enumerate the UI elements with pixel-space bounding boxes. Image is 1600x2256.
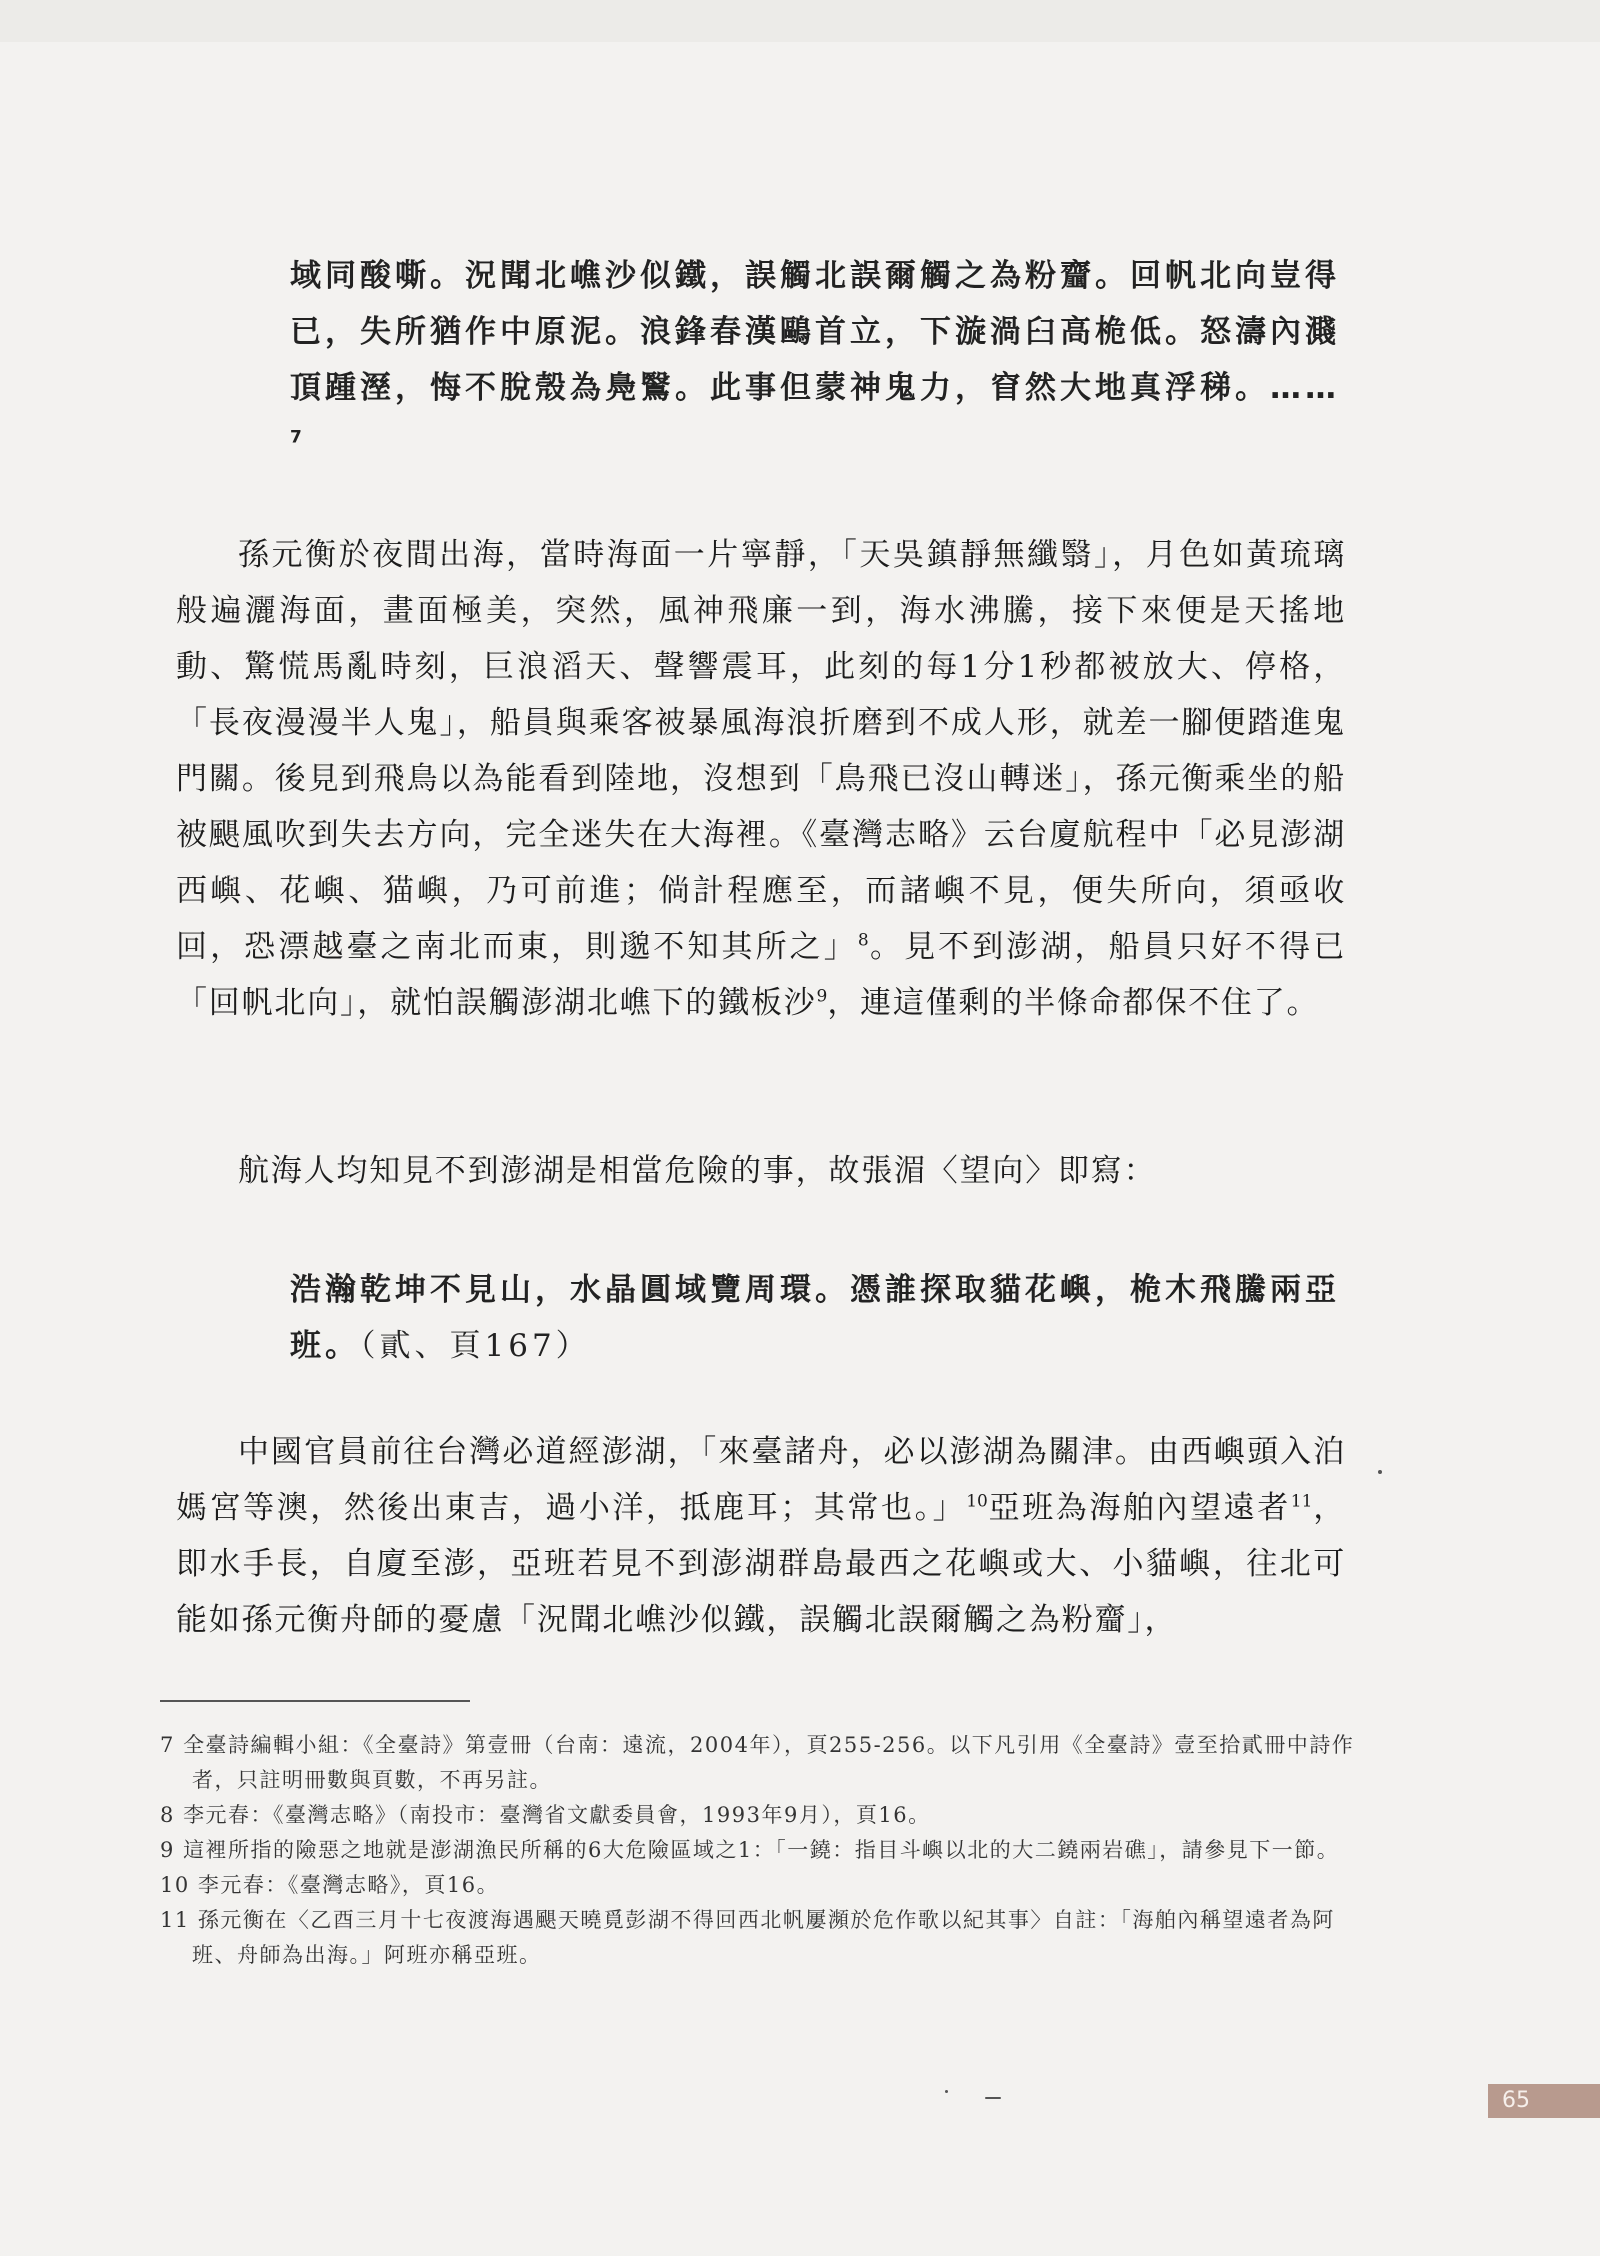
footnote-9 bbox=[160, 1833, 1360, 1868]
scan-speck bbox=[1378, 1470, 1382, 1474]
footnote-text: 李元春：《臺灣志略》（南投市：臺灣省文獻委員會，1993年9月），頁16。 bbox=[183, 1803, 931, 1827]
footnote-ref-8[interactable]: 8 bbox=[857, 930, 869, 951]
paragraph-3-text-b: 亞班為海舶內望遠者 bbox=[987, 1490, 1291, 1526]
paragraph-2-text: 航海人均知見不到澎湖是相當危險的事，故張湄〈望向〉即寫： bbox=[238, 1153, 1157, 1189]
poem-quote-1-text: 域同酸嘶。況聞北嶕沙似鐵，誤觸北誤爾觸之為粉齏。回帆北向豈得已，失所猶作中原泥。浪鋒春漢鷗首立，下漩渦臼高桅低。怒濤內濺頂踵溼，悔不脫殼為鳧鷖。此事但蒙神鬼力，窅然大地真浮稊。…… bbox=[290, 258, 1340, 406]
footnote-divider bbox=[160, 1700, 470, 1702]
footnote-number: 7 bbox=[160, 1733, 175, 1757]
paragraph-1 bbox=[176, 527, 1346, 1031]
footnote-11 bbox=[160, 1903, 1360, 1973]
paragraph-1-text-c: ，連這僅剩的半條命都保不住了。 bbox=[827, 985, 1320, 1021]
paragraph-3-text-a: 中國官員前往台灣必道經澎湖，「來臺諸舟，必以澎湖為關津。由西嶼頭入泊媽宮等澳，然後出東吉，過小洋，抵鹿耳；其常也。」 bbox=[176, 1434, 1346, 1526]
footnote-number: 11 bbox=[160, 1908, 190, 1932]
paragraph-3-text-c: ，即水手長，自廈至澎，亞班若見不到澎湖群島最西之花嶼或大、小貓嶼，往北可能如孫元衡舟師的憂慮「況聞北嶕沙似鐵，誤觸北誤爾觸之為粉齏」， bbox=[176, 1490, 1346, 1638]
footnote-text: 這裡所指的險惡之地就是澎湖漁民所稱的6大危險區域之1：「一鐃：指目斗嶼以北的大二鐃兩岩礁」，請參見下一節。 bbox=[183, 1838, 1340, 1862]
footnote-number: 10 bbox=[160, 1873, 190, 1897]
paragraph-3 bbox=[176, 1424, 1346, 1648]
footnote-ref-7[interactable]: 7 bbox=[290, 427, 302, 448]
footnote-text: 李元春：《臺灣志略》，頁16。 bbox=[197, 1873, 500, 1897]
footnotes bbox=[160, 1728, 1360, 1973]
footnote-text: 孫元衡在〈乙酉三月十七夜渡海遇颶天曉覓彭湖不得回西北帆屢瀕於危作歌以紀其事〉自註：「海舶內稱望遠者為阿班、舟師為出海。」阿班亦稱亞班。 bbox=[192, 1908, 1335, 1967]
footnote-number: 9 bbox=[160, 1838, 175, 1862]
footnote-8 bbox=[160, 1798, 1360, 1833]
page-number: 65 bbox=[1488, 2084, 1600, 2118]
footnote-number: 8 bbox=[160, 1803, 175, 1827]
footnote-10 bbox=[160, 1868, 1360, 1903]
footnote-text: 全臺詩編輯小組：《全臺詩》第壹冊（台南：遠流，2004年），頁255-256。以下凡引用《全臺詩》壹至拾貳冊中詩作者，只註明冊數與頁數，不再另註。 bbox=[183, 1733, 1355, 1792]
footnote-ref-9[interactable]: 9 bbox=[816, 986, 828, 1007]
poem-quote-2 bbox=[290, 1262, 1340, 1374]
footnote-ref-10[interactable]: 10 bbox=[966, 1491, 988, 1512]
poem-quote-2-citation: （貳、頁167） bbox=[360, 1328, 591, 1364]
paragraph-1-text-b: 。見不到澎湖，船員只好不得已「回帆北向」，就怕誤觸澎湖北嶕下的鐵板沙 bbox=[176, 929, 1347, 1021]
scan-speck bbox=[985, 2097, 1001, 2099]
paragraph-2 bbox=[176, 1143, 1346, 1199]
footnote-ref-11[interactable]: 11 bbox=[1290, 1491, 1313, 1512]
paragraph-1-text-a: 孫元衡於夜間出海，當時海面一片寧靜，「天吳鎮靜無纖翳」，月色如黃琉璃般遍灑海面，畫面極美，突然，風神飛廉一到，海水沸騰，接下來便是天搖地動、驚慌馬亂時刻，巨浪滔天、聲響震耳，此刻的每1分1秒都被放大、停格，「長夜漫漫半人鬼」，船員與乘客被暴風海浪折磨到不成人形，就差一腳便踏進鬼門關。後見到飛鳥以為能看到陸地，沒想到「鳥飛已沒山轉迷」，孫元衡乘坐的船被颶風吹到失去方向，完全迷失在大海裡。《臺灣志略》云台廈航程中「必見澎湖西嶼、花嶼、猫嶼，乃可前進；倘計程應至，而諸嶼不見，便失所向，須亟收回，恐漂越臺之南北而東，則邈不知其所之」 bbox=[176, 537, 1346, 965]
poem-quote-2-text: 浩瀚乾坤不見山，水晶圓域覽周環。憑誰探取貓花嶼，桅木飛騰兩亞班。 bbox=[290, 1272, 1340, 1364]
scan-speck bbox=[945, 2090, 948, 2093]
footnote-7 bbox=[160, 1728, 1360, 1798]
poem-quote-1 bbox=[290, 248, 1340, 472]
